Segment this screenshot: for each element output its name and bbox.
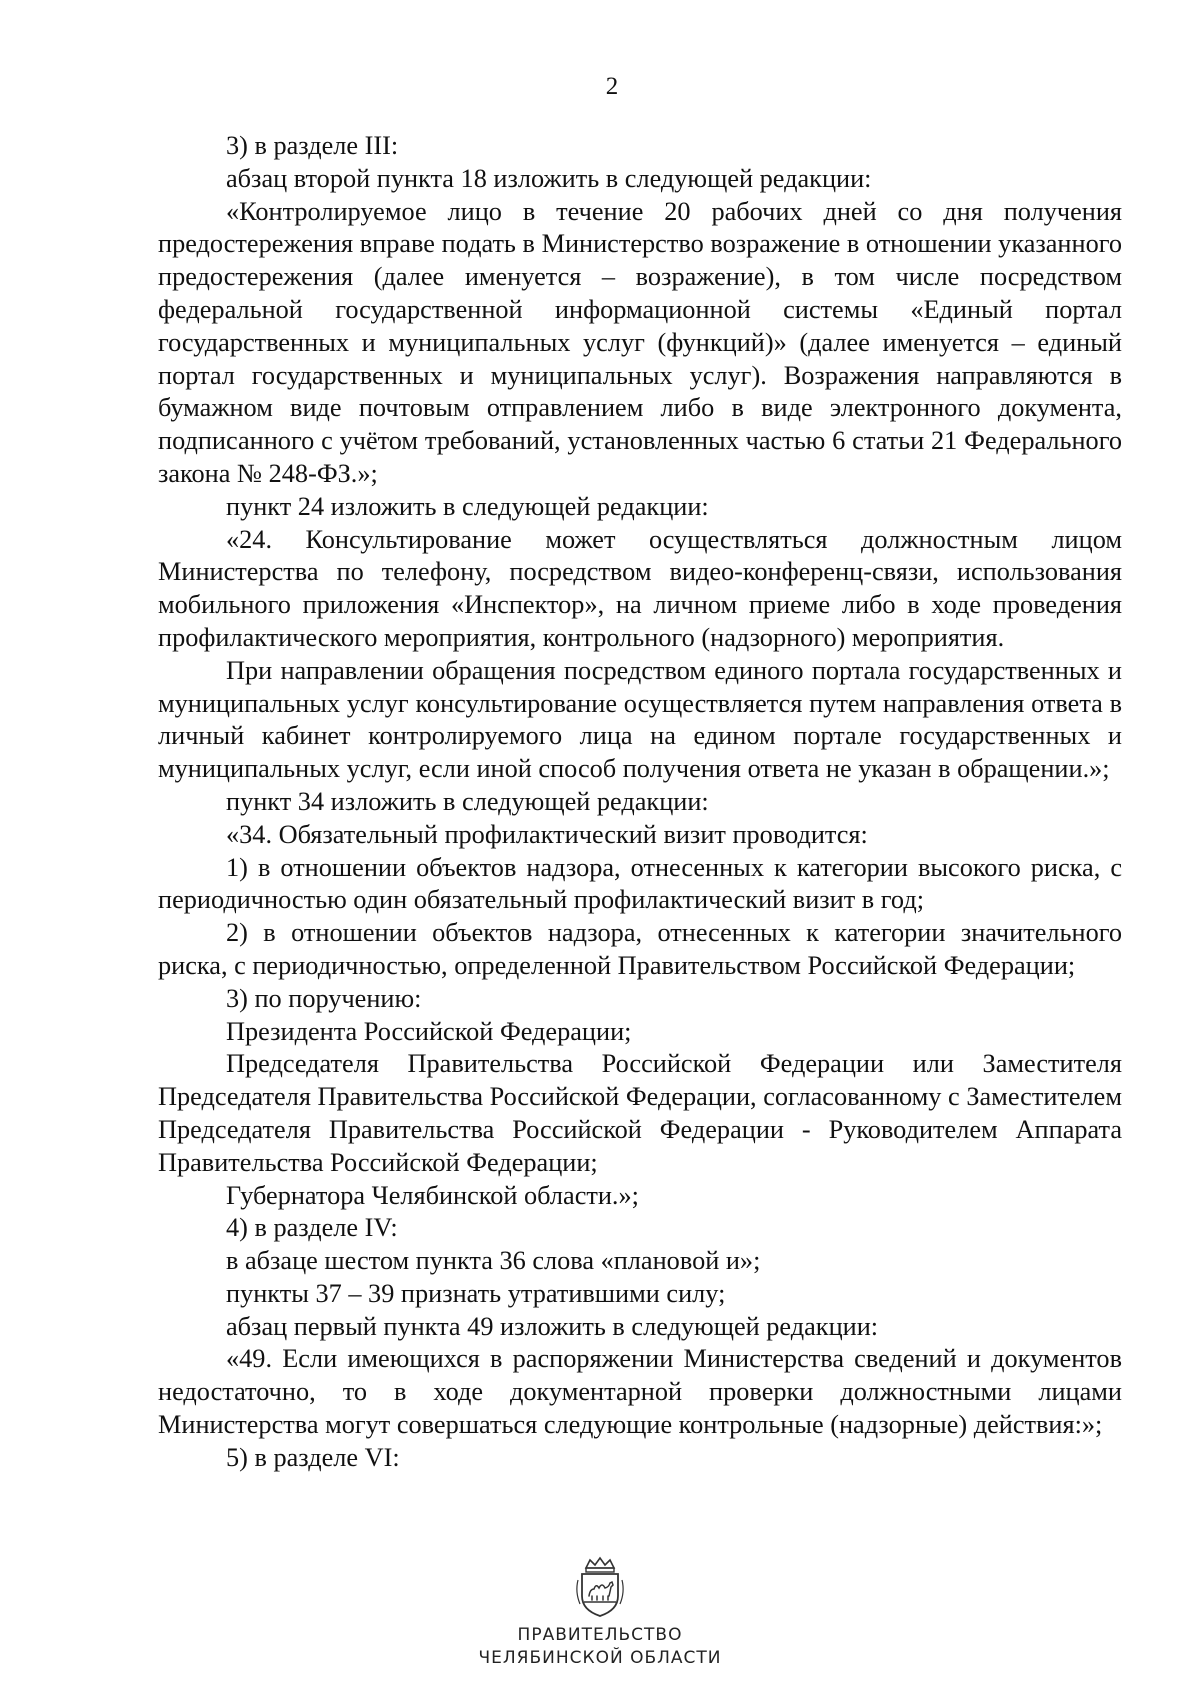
paragraph: 3) в разделе III:	[226, 131, 399, 160]
paragraph: Губернатора Челябинской области.»;	[226, 1180, 639, 1210]
paragraph: пункты 37 – 39 признать утратившими силу;	[226, 1278, 726, 1308]
paragraph: 4) в разделе IV:	[226, 1213, 398, 1243]
paragraph: При направлении обращения посредством единого портала государственных и муниципальных услуг консультирование осуществляется путем направления ответа в личный кабинет контролируемого лица на едином портале государственных и муниципальных услуг, если иной способ получения ответа не указан в обращении.»;	[158, 655, 1122, 784]
page-number: 2	[605, 73, 619, 100]
paragraph: «Контролируемое лицо в течение 20 рабочих дней со дня получения предостережения вправе подать в Министерство возражение в отношении указанного предостережения (далее именуется – возражение), в том числе посредством федеральной государственной информационной системы «Единый портал государственных и муниципальных услуг (функций)» (далее именуется – единый портал государственных и муниципальных услуг). Возражения направляются в бумажном виде почтовым отправлением либо в виде электронного документа, подписанного с учётом требований, установленных частью 6 статьи 21 Федерального закона № 248-ФЗ.»;	[158, 196, 1122, 488]
seal-line-2: ЧЕЛЯБИНСКОЙ ОБЛАСТИ	[478, 1648, 722, 1668]
paragraph: в абзаце шестом пункта 36 слова «плановой и»;	[226, 1246, 761, 1276]
paragraph: Президента Российской Федерации;	[226, 1016, 632, 1046]
paragraph: «34. Обязательный профилактический визит проводится:	[226, 819, 868, 849]
paragraph: абзац второй пункта 18 изложить в следующей редакции:	[226, 163, 872, 193]
paragraph: 2) в отношении объектов надзора, отнесенных к категории значительного риска, с периодичностью, определенной Правительством Российской Федерации;	[158, 918, 1122, 980]
paragraph: 3) по поручению:	[226, 983, 422, 1013]
paragraph: абзац первый пункта 49 изложить в следующей редакции:	[226, 1311, 879, 1341]
seal-line-1: ПРАВИТЕЛЬСТВО	[517, 1625, 683, 1645]
paragraph: «49. Если имеющихся в распоряжении Министерства сведений и документов недостаточно, то в ходе документарной проверки должностными лицами Министерства могут совершаться следующие контрольные (надзорные) действия:»;	[158, 1344, 1122, 1440]
government-seal	[0, 1556, 1200, 1670]
paragraph: «24. Консультирование может осуществляться должностным лицом Министерства по телефону, посредством видео-конференц-связи, использования мобильного приложения «Инспектор», на личном приеме либо в ходе проведения профилактического мероприятия, контрольного (надзорного) мероприятия.	[158, 524, 1122, 652]
paragraph: пункт 34 изложить в следующей редакции:	[226, 786, 709, 816]
paragraph: 5) в разделе VI:	[226, 1442, 400, 1472]
document-body	[158, 130, 1122, 1475]
chelyabinsk-coat-of-arms-icon	[572, 1556, 628, 1618]
paragraph: 1) в отношении объектов надзора, отнесенных к категории высокого риска, с периодичностью один обязательный профилактический визит в год;	[158, 852, 1122, 915]
paragraph: Председателя Правительства Российской Федерации или Заместителя Председателя Правительства Российской Федерации, согласованному с Заместителем Председателя Правительства Российской Федерации - Руководителем Аппарата Правительства Российской Федерации;	[158, 1049, 1122, 1177]
paragraph: пункт 24 изложить в следующей редакции:	[226, 491, 709, 521]
